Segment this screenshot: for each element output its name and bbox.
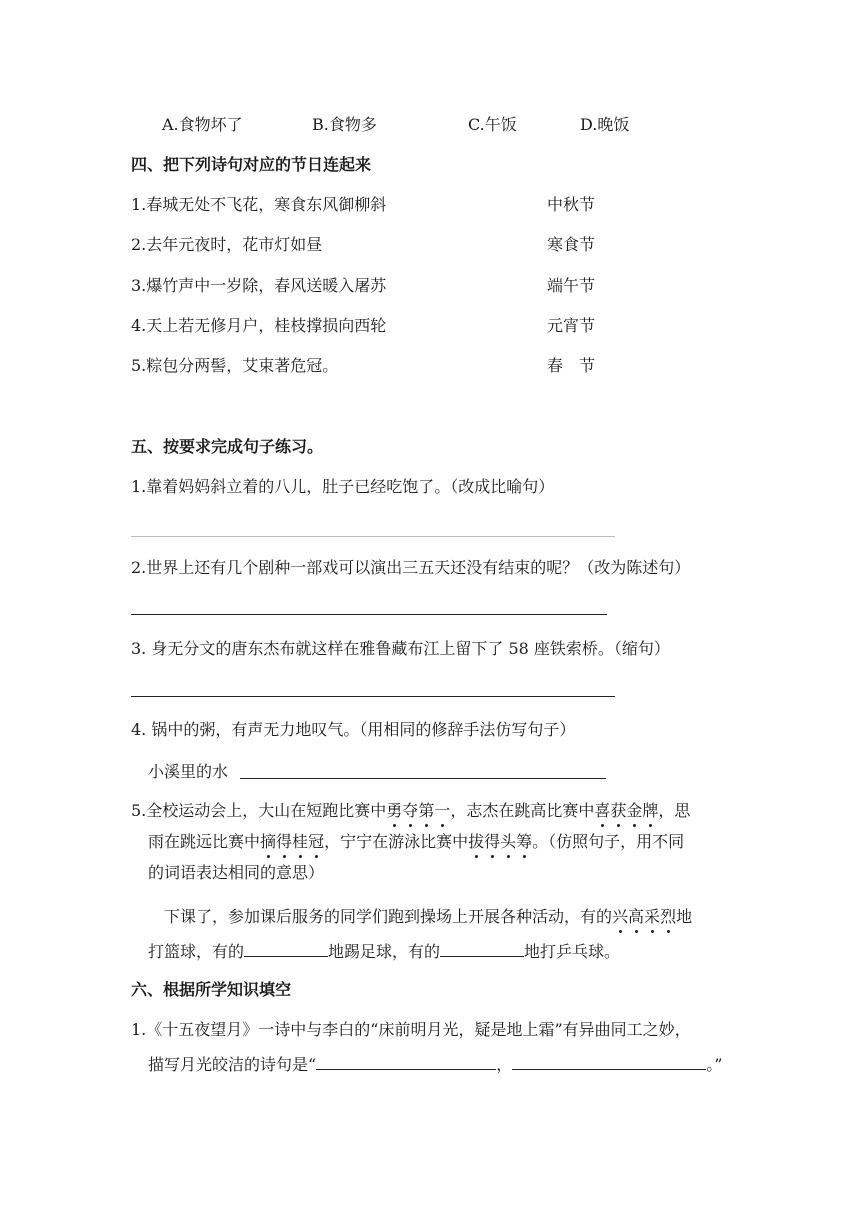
question-5-line-2: 雨在跳远比赛中摘得桂冠，宁宁在游泳比赛中拔得头筹。（仿照句子，用不同 bbox=[148, 832, 685, 851]
option-d: D.晚饭 bbox=[580, 115, 630, 134]
poem-line: 3.爆竹声中一岁除，春风送暖入屠苏 bbox=[131, 276, 387, 295]
festival-label: 元宵节 bbox=[547, 316, 596, 335]
dotted-char: 金 bbox=[626, 801, 643, 820]
section-6-question-1-line-2: 描写月光皎洁的诗句是“ ， 。” bbox=[148, 1051, 722, 1075]
dotted-char: 桂 bbox=[292, 832, 309, 851]
festival-label: 寒食节 bbox=[547, 235, 596, 254]
passage-blank-1[interactable] bbox=[244, 938, 328, 957]
festival-label: 中秋节 bbox=[547, 195, 596, 214]
passage-line-2: 打篮球，有的 地踢足球，有的 地打乒乓球。 bbox=[148, 938, 620, 962]
dotted-char: 勇 bbox=[386, 801, 403, 820]
festival-label: 端午节 bbox=[547, 276, 596, 295]
dotted-char: 摘 bbox=[260, 832, 277, 851]
poem-line: 5.粽包分两髻，艾束著危冠。 bbox=[131, 356, 339, 375]
question-3: 3. 身无分文的唐东杰布就这样在雅鲁藏布江上留下了 58 座铁索桥。（缩句） bbox=[131, 639, 670, 658]
question-4: 4. 锅中的粥，有声无力地叹气。（用相同的修辞手法仿写句子） bbox=[131, 720, 576, 739]
question-1: 1.靠着妈妈斜立着的八儿，肚子已经吃饱了。（改成比喻句） bbox=[131, 477, 555, 496]
option-b: B.食物多 bbox=[312, 115, 377, 134]
dotted-char: 高 bbox=[628, 907, 645, 926]
dotted-char: 获 bbox=[610, 801, 627, 820]
answer-line-2[interactable] bbox=[131, 614, 607, 615]
dotted-char: 第 bbox=[418, 801, 435, 820]
dotted-char: 冠 bbox=[308, 832, 325, 851]
dotted-char: 烈 bbox=[660, 907, 677, 926]
section-6-question-1: 1.《十五夜望月》一诗中与李白的“床前明月光，疑是地上霜”有异曲同工之妙， bbox=[131, 1020, 691, 1039]
answer-line-4[interactable] bbox=[240, 778, 606, 779]
section-4-title: 四、把下列诗句对应的节日连起来 bbox=[131, 155, 372, 174]
section-6-title: 六、根据所学知识填空 bbox=[131, 980, 292, 999]
dotted-char: 采 bbox=[644, 907, 661, 926]
option-a: A.食物坏了 bbox=[162, 115, 243, 134]
poem-blank-2[interactable] bbox=[512, 1051, 706, 1070]
dotted-char: 得 bbox=[484, 832, 501, 851]
dotted-char: 牌 bbox=[642, 801, 659, 820]
dotted-phrase-5 bbox=[612, 907, 676, 926]
poem-line: 1.春城无处不飞花，寒食东风御柳斜 bbox=[131, 195, 387, 214]
dotted-phrase bbox=[386, 801, 450, 820]
question-5-line-1: 5.全校运动会上，大山在短跑比赛中勇夺第一，志杰在跳高比赛中喜获金牌，思 bbox=[131, 801, 691, 820]
question-4-prefix: 小溪里的水 bbox=[148, 762, 229, 781]
option-c: C.午饭 bbox=[468, 115, 517, 134]
festival-label: 春 节 bbox=[547, 356, 596, 375]
dotted-char: 夺 bbox=[402, 801, 419, 820]
dotted-char: 喜 bbox=[594, 801, 611, 820]
dotted-char: 拔 bbox=[468, 832, 485, 851]
poem-line: 4.天上若无修月户，桂枝撑损向西轮 bbox=[131, 316, 387, 335]
dotted-char: 一 bbox=[434, 801, 451, 820]
question-5-line-3: 的词语表达相同的意思） bbox=[148, 863, 325, 882]
dotted-char: 筹 bbox=[516, 832, 533, 851]
answer-line-3[interactable] bbox=[131, 696, 615, 697]
poem-line: 2.去年元夜时，花市灯如昼 bbox=[131, 235, 323, 254]
dotted-char: 兴 bbox=[612, 907, 629, 926]
dotted-char: 得 bbox=[276, 832, 293, 851]
poem-blank-1[interactable] bbox=[316, 1051, 496, 1070]
dotted-phrase-4 bbox=[468, 832, 532, 851]
answer-line-1[interactable] bbox=[131, 536, 615, 537]
passage-blank-2[interactable] bbox=[440, 938, 524, 957]
dotted-phrase-2 bbox=[594, 801, 658, 820]
passage-line-1: 下课了，参加课后服务的同学们跑到操场上开展各种活动，有的兴高采烈地 bbox=[164, 907, 693, 926]
section-5-title: 五、按要求完成句子练习。 bbox=[131, 437, 324, 456]
dotted-char: 头 bbox=[500, 832, 517, 851]
question-2: 2.世界上还有几个剧种一部戏可以演出三五天还没有结束的呢？（改为陈述句） bbox=[131, 558, 691, 577]
dotted-phrase-3 bbox=[260, 832, 324, 851]
